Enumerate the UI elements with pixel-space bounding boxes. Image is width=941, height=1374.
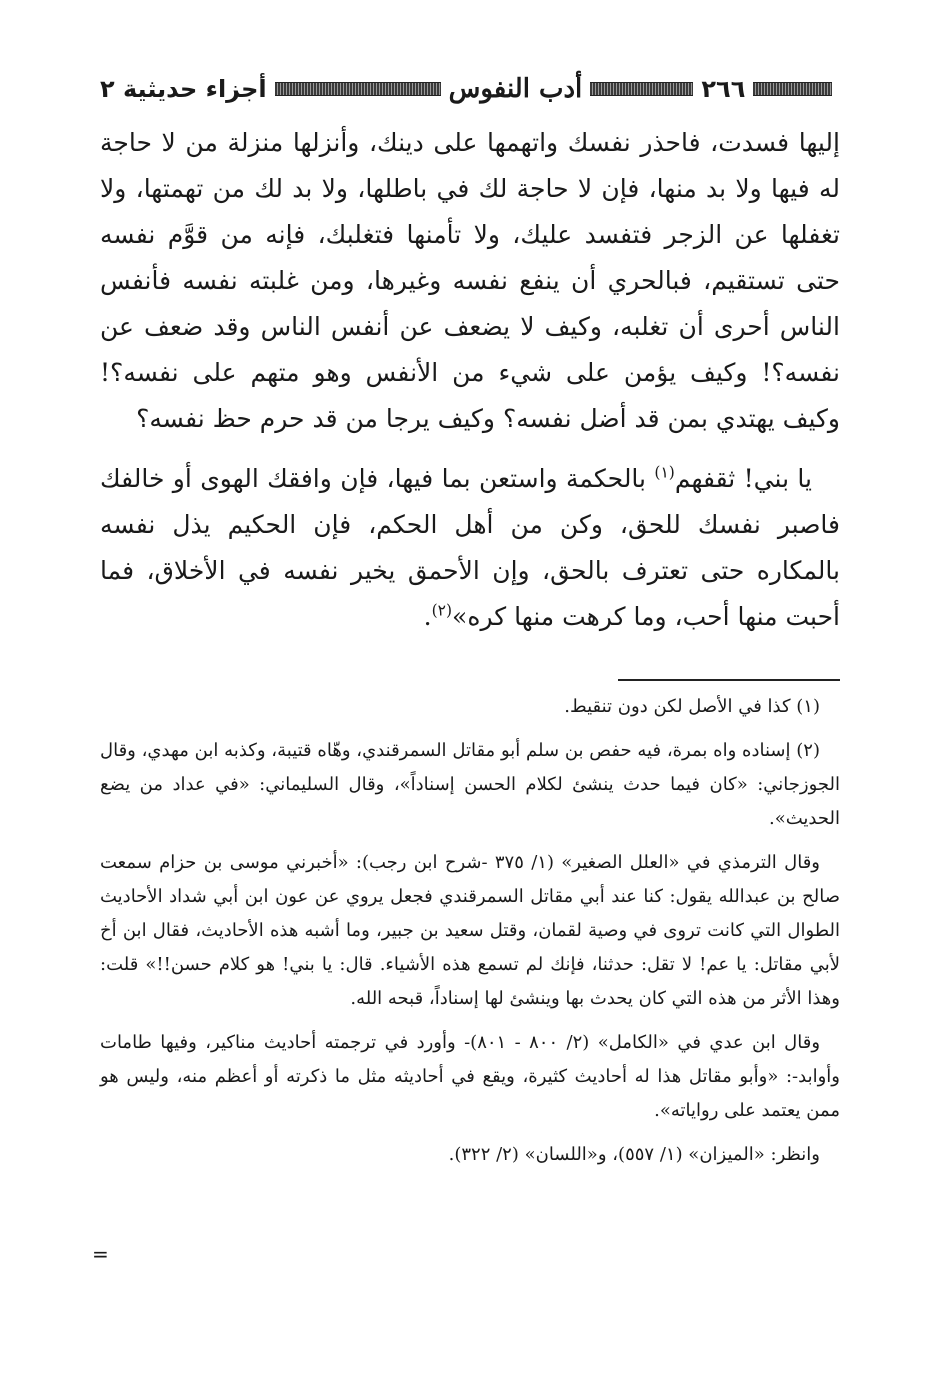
footnote: (١) كذا في الأصل لكن دون تنقيط. — [564, 696, 820, 717]
page-number: ٢٦٦ — [701, 75, 746, 103]
header-ornament-band — [275, 82, 441, 96]
footnote-paragraph: وانظر: «الميزان» (١/ ٥٥٧)، و«اللسان» (٢/ ٣٢٢). — [448, 1144, 820, 1165]
header-ornament-band — [590, 82, 693, 96]
footnote-paragraph: وقال الترمذي في «العلل الصغير» (١/ ٣٧٥ -شرح ابن رجب): «أخبرني موسى بن حزام سمعت صالح بن عبدالله يقول: كنا عند أبي مقاتل السمرقندي فجعل يروي عن عون ابن أبي شداد الأحاديث الطوال التي كانت تروى في وصية لقمان، وقتل سعيد بن جبير، وما أشبه هذه الأحاديث، فقال ابن أخ لأبي مقاتل: يا عم! لا تقل: حدثنا، فإنك لم تسمع هذه الأشياء. قال: يا بني! هو كلام حسن!!» قلت: وهذا الأثر من هذه التي كان يحدث بها وينشئ لها إسناداً، قبحه الله. — [100, 852, 841, 1009]
body-paragraph: إليها فسدت، فاحذر نفسك واتهمها على دينك، وأنزلها منزلة من لا حاجة له فيها ولا بد منها، فإن لا حاجة لك في باطلها، ولا بد لك من تهمتها، ولا تغفلها عن الزجر فتفسد عليك، ولا تأمنها فتغلبك، فإنه من قوَّم نفسه حتى تستقيم، فبالحري أن ينفع نفسه وغيرها، ومن غلبته نفسه فأنفس الناس أحرى أن تغلبه، وكيف لا يضعف عن أنفس الناس وقد ضعف عن نفسه؟! وكيف يؤمن على شيء من الأنفس وهو متهم على نفسه؟! وكيف يهتدي بمن قد أضل نفسه؟ وكيف يرجا من قد حرم حظ نفسه؟ — [100, 128, 840, 433]
footnote-separator — [618, 679, 840, 681]
footnote: (٢) إسناده واه بمرة، فيه حفص بن سلم أبو مقاتل السمرقندي، وهّاه قتيبة، وكذبه ابن مهدي، وقال الجوزجاني: «كان فيما حدث ينشئ لكلام الحسن إسناداً»، وقال السليماني: «في عداد من يضع الحديث». — [100, 740, 840, 829]
footnote-ref: (٢) — [431, 601, 453, 620]
body-paragraph — [100, 456, 840, 640]
continuation-mark: = — [92, 1242, 109, 1266]
main-text — [100, 120, 840, 640]
body-text-run: يا بني! ثقفهم — [674, 464, 812, 493]
footnote-ref: (١) — [654, 463, 675, 482]
header-ornament-band — [753, 82, 832, 96]
book-title: أدب النفوس — [448, 74, 583, 104]
series-title: أجزاء حديثية ٢ — [99, 75, 267, 103]
body-text-run: بالحكمة واستعن بما فيها، فإن وافقك الهوى أو خالفك فاصبر نفسك للحق، وكن من أهل الحكم، فإن الحكيم يذل نفسه بالمكاره حتى تعترف بالحق، وإن الأحمق يخير نفسه في الأخلاق، فما أحبت منها أحب، وما كرهت منها كره» — [100, 464, 840, 631]
body-text-run: . — [423, 602, 432, 631]
footnote-paragraph: وقال ابن عدي في «الكامل» (٢/ ٨٠٠ - ٨٠١)- وأورد في ترجمته أحاديث مناكير، وفيها طامات وأوابد-: «وأبو مقاتل هذا له أحاديث كثيرة، ويقع في أحاديثه مثل ما ذكرته أو أعظم منه، وليس هو ممن يعتمد على رواياته». — [100, 1032, 840, 1121]
footnotes — [100, 690, 840, 1172]
running-header — [100, 64, 840, 114]
